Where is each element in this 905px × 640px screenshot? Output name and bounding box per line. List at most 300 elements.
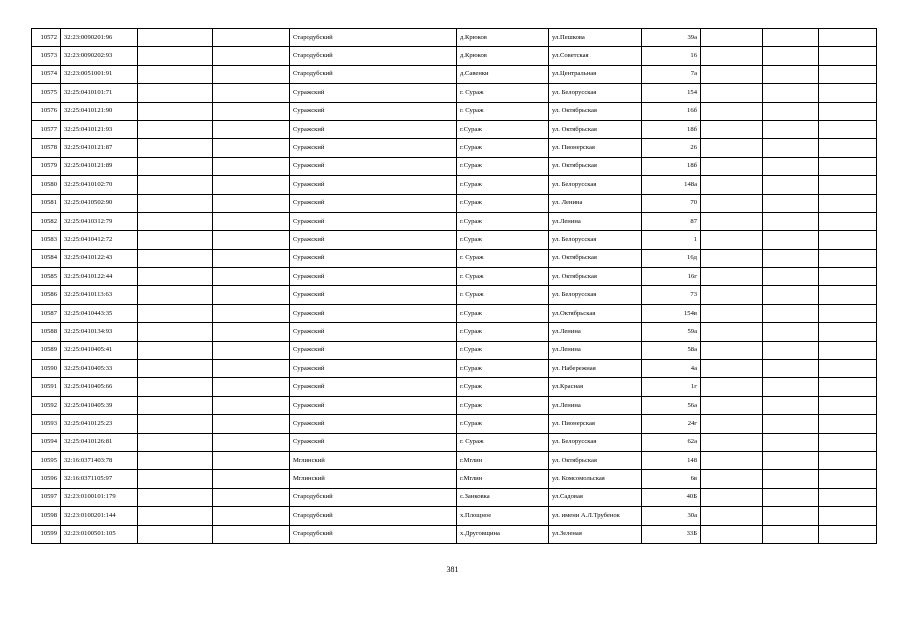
empty-cell xyxy=(213,29,290,47)
street-cell: ул.Октябрьская xyxy=(549,304,642,322)
record-number-cell: 10578 xyxy=(32,139,61,157)
street-cell: ул. Октябрьская xyxy=(549,268,642,286)
empty-cell xyxy=(819,249,877,267)
empty-cell xyxy=(819,157,877,175)
record-number-cell: 10597 xyxy=(32,488,61,506)
district-cell: Суражский xyxy=(290,102,457,120)
empty-cell xyxy=(213,360,290,378)
empty-cell xyxy=(819,29,877,47)
record-number-cell: 10590 xyxy=(32,360,61,378)
empty-cell xyxy=(763,102,819,120)
street-cell: ул. Белорусская xyxy=(549,176,642,194)
empty-cell xyxy=(819,360,877,378)
empty-cell xyxy=(213,176,290,194)
house-number-cell: 1г xyxy=(642,378,701,396)
house-number-cell: 148а xyxy=(642,176,701,194)
empty-cell xyxy=(819,286,877,304)
table-row xyxy=(32,341,877,359)
district-cell: Суражский xyxy=(290,268,457,286)
district-cell: Суражский xyxy=(290,286,457,304)
empty-cell xyxy=(213,84,290,102)
table-row xyxy=(32,360,877,378)
empty-cell xyxy=(763,194,819,212)
empty-cell xyxy=(701,47,763,65)
settlement-cell: г.Сураж xyxy=(457,323,549,341)
street-cell: ул.Зеленая xyxy=(549,525,642,543)
settlement-cell: г.Сураж xyxy=(457,396,549,414)
district-cell: Суражский xyxy=(290,415,457,433)
cadastral-number-cell: 32:25:0410405:41 xyxy=(61,341,138,359)
house-number-cell: 4а xyxy=(642,360,701,378)
table-row xyxy=(32,139,877,157)
empty-cell xyxy=(213,341,290,359)
table-row xyxy=(32,470,877,488)
empty-cell xyxy=(138,47,213,65)
street-cell: ул. Октябрьская xyxy=(549,120,642,138)
empty-cell xyxy=(138,507,213,525)
empty-cell xyxy=(819,378,877,396)
empty-cell xyxy=(213,249,290,267)
district-cell: Суражский xyxy=(290,84,457,102)
empty-cell xyxy=(213,120,290,138)
district-cell: Стародубский xyxy=(290,525,457,543)
empty-cell xyxy=(213,470,290,488)
district-cell: Стародубский xyxy=(290,507,457,525)
settlement-cell: х.Площное xyxy=(457,507,549,525)
table-row xyxy=(32,378,877,396)
empty-cell xyxy=(763,47,819,65)
empty-cell xyxy=(763,451,819,469)
empty-cell xyxy=(819,488,877,506)
district-cell: Суражский xyxy=(290,433,457,451)
empty-cell xyxy=(213,194,290,212)
street-cell: ул.Красная xyxy=(549,378,642,396)
record-number-cell: 10583 xyxy=(32,231,61,249)
empty-cell xyxy=(138,102,213,120)
empty-cell xyxy=(138,194,213,212)
empty-cell xyxy=(138,29,213,47)
settlement-cell: г.Сураж xyxy=(457,120,549,138)
house-number-cell: 16д xyxy=(642,249,701,267)
settlement-cell: г.Сураж xyxy=(457,139,549,157)
street-cell: ул. имени А.Л.Трубенок xyxy=(549,507,642,525)
empty-cell xyxy=(819,120,877,138)
empty-cell xyxy=(701,29,763,47)
empty-cell xyxy=(138,304,213,322)
empty-cell xyxy=(213,323,290,341)
street-cell: ул. Октябрьская xyxy=(549,157,642,175)
record-number-cell: 10574 xyxy=(32,65,61,83)
district-cell: Суражский xyxy=(290,249,457,267)
empty-cell xyxy=(819,65,877,83)
empty-cell xyxy=(763,249,819,267)
district-cell: Суражский xyxy=(290,341,457,359)
cadastral-number-cell: 32:25:0410405:66 xyxy=(61,378,138,396)
empty-cell xyxy=(138,139,213,157)
table-row xyxy=(32,396,877,414)
street-cell: ул. Пионерская xyxy=(549,415,642,433)
house-number-cell: 33Б xyxy=(642,525,701,543)
empty-cell xyxy=(701,507,763,525)
empty-cell xyxy=(701,157,763,175)
cadastral-number-cell: 32:25:0410122:43 xyxy=(61,249,138,267)
empty-cell xyxy=(763,84,819,102)
empty-cell xyxy=(819,176,877,194)
empty-cell xyxy=(763,433,819,451)
empty-cell xyxy=(701,525,763,543)
cadastral-number-cell: 32:23:0100201:144 xyxy=(61,507,138,525)
table-row xyxy=(32,507,877,525)
house-number-cell: 30а xyxy=(642,507,701,525)
house-number-cell: 7а xyxy=(642,65,701,83)
record-number-cell: 10580 xyxy=(32,176,61,194)
empty-cell xyxy=(213,65,290,83)
empty-cell xyxy=(701,212,763,230)
district-cell: Суражский xyxy=(290,120,457,138)
table-row xyxy=(32,451,877,469)
record-number-cell: 10587 xyxy=(32,304,61,322)
district-cell: Суражский xyxy=(290,139,457,157)
settlement-cell: г.Сураж xyxy=(457,231,549,249)
record-number-cell: 10572 xyxy=(32,29,61,47)
empty-cell xyxy=(138,433,213,451)
settlement-cell: г. Сураж xyxy=(457,286,549,304)
cadastral-number-cell: 32:25:0410443:35 xyxy=(61,304,138,322)
street-cell: ул.Ленина xyxy=(549,396,642,414)
empty-cell xyxy=(763,65,819,83)
empty-cell xyxy=(701,415,763,433)
settlement-cell: г.Сураж xyxy=(457,176,549,194)
street-cell: ул.Ленина xyxy=(549,323,642,341)
empty-cell xyxy=(763,470,819,488)
cadastral-number-cell: 32:25:0410121:89 xyxy=(61,157,138,175)
empty-cell xyxy=(763,396,819,414)
empty-cell xyxy=(819,396,877,414)
empty-cell xyxy=(701,433,763,451)
street-cell: ул. Октябрьская xyxy=(549,102,642,120)
district-cell: Суражский xyxy=(290,396,457,414)
empty-cell xyxy=(763,157,819,175)
table-row xyxy=(32,157,877,175)
empty-cell xyxy=(763,176,819,194)
table-row xyxy=(32,525,877,543)
empty-cell xyxy=(763,341,819,359)
house-number-cell: 39а xyxy=(642,29,701,47)
record-number-cell: 10581 xyxy=(32,194,61,212)
record-number-cell: 10593 xyxy=(32,415,61,433)
street-cell: ул. Белорусская xyxy=(549,433,642,451)
district-cell: Суражский xyxy=(290,194,457,212)
table-row xyxy=(32,286,877,304)
empty-cell xyxy=(819,323,877,341)
empty-cell xyxy=(138,157,213,175)
empty-cell xyxy=(701,378,763,396)
empty-cell xyxy=(701,360,763,378)
street-cell: ул. Белорусская xyxy=(549,84,642,102)
empty-cell xyxy=(819,84,877,102)
cadastral-number-cell: 32:25:0410405:33 xyxy=(61,360,138,378)
table-row xyxy=(32,268,877,286)
empty-cell xyxy=(701,139,763,157)
empty-cell xyxy=(138,378,213,396)
settlement-cell: д.Савенки xyxy=(457,65,549,83)
table-body xyxy=(32,29,877,544)
empty-cell xyxy=(213,102,290,120)
record-number-cell: 10577 xyxy=(32,120,61,138)
cadastral-number-cell: 32:25:0410412:72 xyxy=(61,231,138,249)
empty-cell xyxy=(138,212,213,230)
settlement-cell: г.Сураж xyxy=(457,378,549,396)
empty-cell xyxy=(819,231,877,249)
empty-cell xyxy=(819,212,877,230)
empty-cell xyxy=(138,249,213,267)
cadastral-number-cell: 32:23:0051001:91 xyxy=(61,65,138,83)
record-number-cell: 10584 xyxy=(32,249,61,267)
settlement-cell: г.Сураж xyxy=(457,212,549,230)
district-cell: Стародубский xyxy=(290,47,457,65)
empty-cell xyxy=(763,378,819,396)
empty-cell xyxy=(138,470,213,488)
cadastral-number-cell: 32:25:0410121:90 xyxy=(61,102,138,120)
empty-cell xyxy=(213,231,290,249)
empty-cell xyxy=(819,139,877,157)
empty-cell xyxy=(213,488,290,506)
cadastral-number-cell: 32:25:0410405:39 xyxy=(61,396,138,414)
cadastral-number-cell: 32:23:0100101:179 xyxy=(61,488,138,506)
settlement-cell: г. Сураж xyxy=(457,268,549,286)
empty-cell xyxy=(763,415,819,433)
empty-cell xyxy=(701,102,763,120)
cadastral-number-cell: 32:23:0090201:96 xyxy=(61,29,138,47)
house-number-cell: 148 xyxy=(642,451,701,469)
district-cell: Суражский xyxy=(290,304,457,322)
empty-cell xyxy=(213,139,290,157)
table-row xyxy=(32,194,877,212)
district-cell: Суражский xyxy=(290,323,457,341)
empty-cell xyxy=(138,286,213,304)
empty-cell xyxy=(701,286,763,304)
house-number-cell: 16б xyxy=(642,102,701,120)
district-cell: Стародубский xyxy=(290,488,457,506)
house-number-cell: 62а xyxy=(642,433,701,451)
cadastral-number-cell: 32:25:0410312:79 xyxy=(61,212,138,230)
cadastral-number-cell: 32:25:0410126:81 xyxy=(61,433,138,451)
settlement-cell: г.Сураж xyxy=(457,304,549,322)
empty-cell xyxy=(138,120,213,138)
empty-cell xyxy=(138,323,213,341)
empty-cell xyxy=(213,396,290,414)
house-number-cell: 58а xyxy=(642,341,701,359)
district-cell: Стародубский xyxy=(290,29,457,47)
empty-cell xyxy=(213,212,290,230)
empty-cell xyxy=(701,231,763,249)
record-number-cell: 10585 xyxy=(32,268,61,286)
district-cell: Суражский xyxy=(290,231,457,249)
house-number-cell: 24г xyxy=(642,415,701,433)
street-cell: ул.Советская xyxy=(549,47,642,65)
table-row xyxy=(32,433,877,451)
record-number-cell: 10599 xyxy=(32,525,61,543)
settlement-cell: г.Сураж xyxy=(457,341,549,359)
street-cell: ул. Октябрьская xyxy=(549,451,642,469)
empty-cell xyxy=(138,488,213,506)
settlement-cell: г.Сураж xyxy=(457,360,549,378)
empty-cell xyxy=(701,323,763,341)
cadastral-number-cell: 32:16:0371105:97 xyxy=(61,470,138,488)
empty-cell xyxy=(819,451,877,469)
cadastral-number-cell: 32:25:0410134:93 xyxy=(61,323,138,341)
table-row xyxy=(32,488,877,506)
cadastral-number-cell: 32:25:0410502:90 xyxy=(61,194,138,212)
empty-cell xyxy=(213,47,290,65)
settlement-cell: с.Занковка xyxy=(457,488,549,506)
empty-cell xyxy=(138,176,213,194)
settlement-cell: д.Крюков xyxy=(457,47,549,65)
record-number-cell: 10596 xyxy=(32,470,61,488)
table-row xyxy=(32,249,877,267)
record-number-cell: 10586 xyxy=(32,286,61,304)
cadastral-number-cell: 32:25:0410122:44 xyxy=(61,268,138,286)
table-row xyxy=(32,102,877,120)
district-cell: Мглинский xyxy=(290,470,457,488)
empty-cell xyxy=(701,84,763,102)
record-number-cell: 10595 xyxy=(32,451,61,469)
cadastral-number-cell: 32:23:0090202:93 xyxy=(61,47,138,65)
empty-cell xyxy=(701,120,763,138)
house-number-cell: 40Б xyxy=(642,488,701,506)
empty-cell xyxy=(701,249,763,267)
district-cell: Суражский xyxy=(290,212,457,230)
empty-cell xyxy=(138,396,213,414)
table-row xyxy=(32,212,877,230)
house-number-cell: 26 xyxy=(642,139,701,157)
house-number-cell: 154 xyxy=(642,84,701,102)
empty-cell xyxy=(701,304,763,322)
settlement-cell: г.Мглин xyxy=(457,470,549,488)
empty-cell xyxy=(701,194,763,212)
table-row xyxy=(32,29,877,47)
house-number-cell: 6в xyxy=(642,470,701,488)
house-number-cell: 73 xyxy=(642,286,701,304)
empty-cell xyxy=(701,470,763,488)
record-number-cell: 10588 xyxy=(32,323,61,341)
house-number-cell: 154в xyxy=(642,304,701,322)
settlement-cell: г. Сураж xyxy=(457,102,549,120)
empty-cell xyxy=(701,488,763,506)
record-number-cell: 10591 xyxy=(32,378,61,396)
street-cell: ул. Ленина xyxy=(549,194,642,212)
empty-cell xyxy=(819,102,877,120)
empty-cell xyxy=(213,525,290,543)
cadastral-number-cell: 32:23:0100501:105 xyxy=(61,525,138,543)
empty-cell xyxy=(763,525,819,543)
cadastral-number-cell: 32:25:0410121:87 xyxy=(61,139,138,157)
table-row xyxy=(32,84,877,102)
empty-cell xyxy=(819,341,877,359)
cadastral-number-cell: 32:16:0371403:78 xyxy=(61,451,138,469)
district-cell: Суражский xyxy=(290,378,457,396)
page-number: 381 xyxy=(446,565,459,574)
empty-cell xyxy=(213,451,290,469)
empty-cell xyxy=(213,304,290,322)
house-number-cell: 16 xyxy=(642,47,701,65)
empty-cell xyxy=(701,341,763,359)
empty-cell xyxy=(819,47,877,65)
house-number-cell: 1 xyxy=(642,231,701,249)
table-row xyxy=(32,65,877,83)
empty-cell xyxy=(138,231,213,249)
street-cell: ул.Пешкова xyxy=(549,29,642,47)
empty-cell xyxy=(701,65,763,83)
empty-cell xyxy=(819,507,877,525)
empty-cell xyxy=(138,65,213,83)
empty-cell xyxy=(213,507,290,525)
empty-cell xyxy=(763,507,819,525)
street-cell: ул.Ленина xyxy=(549,212,642,230)
street-cell: ул. Набережная xyxy=(549,360,642,378)
table-row xyxy=(32,120,877,138)
record-number-cell: 10582 xyxy=(32,212,61,230)
empty-cell xyxy=(213,378,290,396)
settlement-cell: д.Крюков xyxy=(457,29,549,47)
street-cell: ул. Белорусская xyxy=(549,231,642,249)
empty-cell xyxy=(213,433,290,451)
empty-cell xyxy=(213,268,290,286)
empty-cell xyxy=(763,304,819,322)
empty-cell xyxy=(701,396,763,414)
street-cell: ул.Центральная xyxy=(549,65,642,83)
table-row xyxy=(32,176,877,194)
record-number-cell: 10575 xyxy=(32,84,61,102)
empty-cell xyxy=(213,157,290,175)
record-number-cell: 10579 xyxy=(32,157,61,175)
record-number-cell: 10592 xyxy=(32,396,61,414)
table-row xyxy=(32,231,877,249)
district-cell: Стародубский xyxy=(290,65,457,83)
house-number-cell: 18б xyxy=(642,157,701,175)
empty-cell xyxy=(819,470,877,488)
empty-cell xyxy=(213,415,290,433)
empty-cell xyxy=(819,194,877,212)
document-page xyxy=(31,28,877,544)
house-number-cell: 87 xyxy=(642,212,701,230)
settlement-cell: х.Друговщина xyxy=(457,525,549,543)
empty-cell xyxy=(763,29,819,47)
settlement-cell: г.Сураж xyxy=(457,415,549,433)
settlement-cell: г. Сураж xyxy=(457,433,549,451)
empty-cell xyxy=(819,433,877,451)
empty-cell xyxy=(138,268,213,286)
empty-cell xyxy=(138,84,213,102)
cadastral-number-cell: 32:25:0410102:70 xyxy=(61,176,138,194)
street-cell: ул. Комсомольская xyxy=(549,470,642,488)
empty-cell xyxy=(819,415,877,433)
street-cell: ул.Садовая xyxy=(549,488,642,506)
street-cell: ул. Пионерская xyxy=(549,139,642,157)
empty-cell xyxy=(213,286,290,304)
empty-cell xyxy=(701,268,763,286)
empty-cell xyxy=(138,451,213,469)
district-cell: Суражский xyxy=(290,176,457,194)
table-row xyxy=(32,304,877,322)
street-cell: ул. Белорусская xyxy=(549,286,642,304)
house-number-cell: 59а xyxy=(642,323,701,341)
table-row xyxy=(32,415,877,433)
house-number-cell: 56а xyxy=(642,396,701,414)
settlement-cell: г.Сураж xyxy=(457,194,549,212)
address-register-table xyxy=(31,28,877,544)
street-cell: ул. Октябрьская xyxy=(549,249,642,267)
